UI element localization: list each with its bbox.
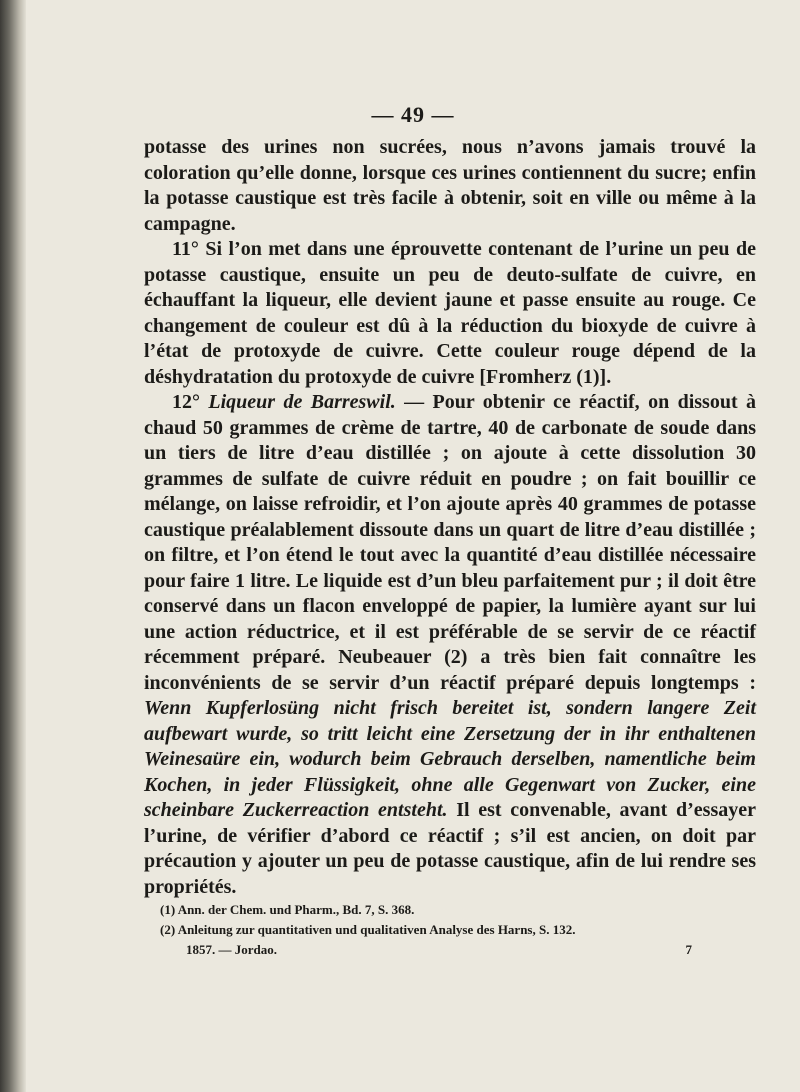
page-body-text <box>144 135 756 900</box>
footnote-2-continuation <box>160 940 700 960</box>
footnotes <box>160 900 700 960</box>
text-segment: — Pour obtenir ce réactif, on dissout à chaud 50 grammes de crème de tartre, 40 de carbonate de soude dans un tiers de litre d’eau distillée ; on ajoute à cette dissolution 30 grammes de sulfate de cuivre réduit en poudre ; on fait bouillir ce mélange, on laisse refroidir, et l’on ajoute après 40 grammes de potasse caustique préalablement dissoute dans un quart de litre d’eau distillée ; on filtre, et l’on étend le tout avec la quantité d’eau distillée nécessaire pour faire 1 litre. Le liquide est d’un bleu parfaitement pur ; il doit être conservé dans un flacon enveloppé de papier, la lumière ayant sur lui une action réductrice, et il est préférable de se servir de ce réactif récemment préparé. Neubeauer (2) a très bien fait connaître les inconvénients de se servir d’un réactif préparé depuis longtemps : <box>144 391 756 694</box>
text-segment: 11° Si l’on met dans une éprouvette contenant de l’urine un peu de potasse caustique, ensuite un peu de deuto-sulfate de cuivre, en échauffant la liqueur, elle devient jaune et passe ensuite au rouge. Ce changement de couleur est dû à la réduction du bioxyde de cuivre à l’état de protoxyde de cuivre. Cette couleur rouge dépend de la déshydratation du protoxyde de cuivre [Fromherz (1)]. <box>144 238 756 388</box>
footnote-2: (2) Anleitung zur quantitativen und qualitativen Analyse des Harns, S. 132. <box>160 922 576 937</box>
book-spine-shadow <box>0 0 26 1092</box>
footnote-2-date: 1857. — Jordao. <box>186 942 277 957</box>
text-segment: Il est convenable, avant d’essayer l’urine, de vérifier d’abord ce réactif ; s’il est ancien, on doit par précaution y ajouter un peu de potasse caustique, afin de lui rendre ses propriétés. <box>144 799 757 898</box>
text-segment: potasse des urines non sucrées, nous n’avons jamais trouvé la coloration qu’elle donne, lorsque ces urines contiennent du sucre; enfin la potasse caustique est très facile à obtenir, soit en ville ou même à la campagne. <box>144 136 756 235</box>
signature-mark: 7 <box>685 942 692 957</box>
page-number-header: — 49 — <box>371 102 455 127</box>
italic-text-segment: Wenn Kupferlosüng nicht frisch bereitet ist, sondern langere Zeit aufbewart wurde, so tritt leicht eine Zersetzung der in ihr enthaltenen Weinesaüre ein, wodurch beim Gebrauch derselben, namentliche beim Kochen, in jeder Flüssigkeit, ohne alle Gegenwart von Zucker, eine scheinbare Zuckerreaction entsteht. <box>144 697 756 821</box>
paragraph <box>144 237 756 390</box>
paragraph <box>144 390 756 900</box>
book-page <box>26 0 800 1092</box>
text-segment: 12° <box>172 391 209 413</box>
paragraph <box>144 135 756 237</box>
footnote-1: (1) Ann. der Chem. und Pharm., Bd. 7, S. 368. <box>160 902 415 917</box>
italic-text-segment: Liqueur de Barreswil. <box>208 391 396 413</box>
